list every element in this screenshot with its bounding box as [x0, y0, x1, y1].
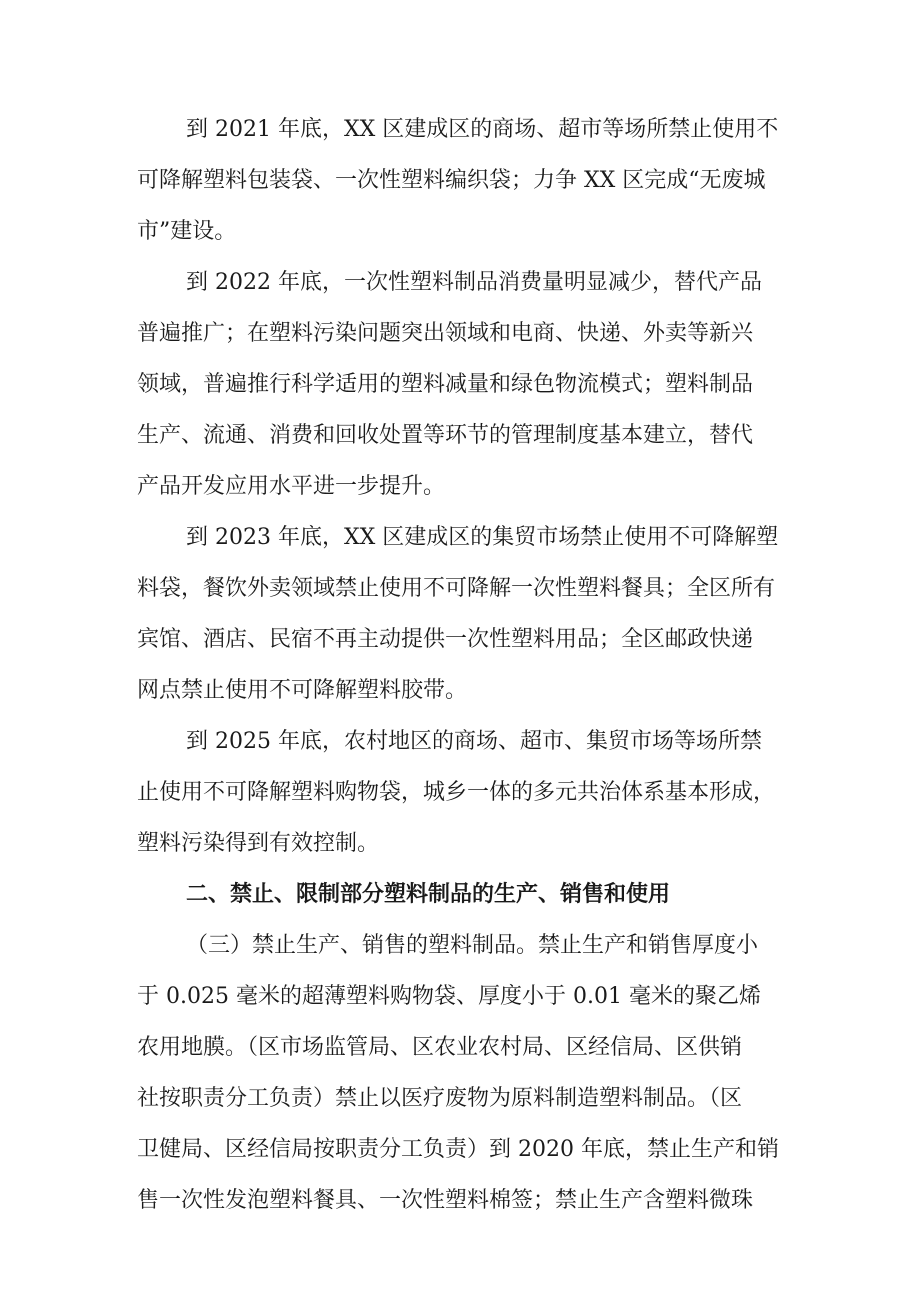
paragraph-2023-line-3: [0, 617, 920, 663]
text-line: 普遍推广；在塑料污染问题突出领域和电商、快递、外卖等新兴: [137, 321, 754, 346]
paragraph-2021-line-3: [0, 209, 920, 255]
paragraph-2022-line-1: [0, 260, 920, 306]
text-line: 卫健局、区经信局按职责分工负责）到 2020 年底，禁止生产和销: [137, 1137, 779, 1162]
item-3-line-6: [0, 1178, 920, 1224]
paragraph-2022-line-3: [0, 362, 920, 408]
text-line: 宾馆、酒店、民宿不再主动提供一次性塑料用品；全区邮政快递: [137, 627, 754, 652]
text-line: 到 2022 年底，一次性塑料制品消费量明显减少，替代产品: [186, 270, 762, 295]
text-line: 到 2025 年底，农村地区的商场、超市、集贸市场等场所禁: [186, 729, 762, 754]
text-line: 于 0.025 毫米的超薄塑料购物袋、厚度小于 0.01 毫米的聚乙烯: [137, 984, 761, 1009]
paragraph-2025-line-2: [0, 770, 920, 816]
section-title: 二、禁止、限制部分塑料制品的生产、销售和使用: [186, 882, 671, 907]
text-line: 市”建设。: [137, 219, 237, 244]
text-line: 领域，普遍推行科学适用的塑料减量和绿色物流模式；塑料制品: [137, 372, 754, 397]
text-line: 到 2023 年底，XX 区建成区的集贸市场禁止使用不可降解塑: [186, 525, 779, 550]
paragraph-2023-line-1: [0, 515, 920, 561]
text-line: 可降解塑料包装袋、一次性塑料编织袋；力争 XX 区完成“无废城: [137, 168, 766, 193]
text-line: 农用地膜。（区市场监管局、区农业农村局、区经信局、区供销: [137, 1035, 743, 1060]
paragraph-2023-line-4: [0, 668, 920, 714]
text-line: 到 2021 年底，XX 区建成区的商场、超市等场所禁止使用不: [186, 117, 779, 142]
text-line: （三）禁止生产、销售的塑料制品。禁止生产和销售厚度小: [186, 933, 759, 958]
text-line: 料袋，餐饮外卖领域禁止使用不可降解一次性塑料餐具；全区所有: [137, 576, 776, 601]
paragraph-2023-line-2: [0, 566, 920, 612]
paragraph-2022-line-4: [0, 413, 920, 459]
section-heading: [0, 872, 920, 918]
text-line: 产品开发应用水平进一步提升。: [137, 474, 446, 499]
text-line: 售一次性发泡塑料餐具、一次性塑料棉签；禁止生产含塑料微珠: [137, 1188, 754, 1213]
item-3-line-4: [0, 1076, 920, 1122]
text-line: 社按职责分工负责）禁止以医疗废物为原料制造塑料制品。（区: [137, 1086, 743, 1111]
paragraph-2022-line-2: [0, 311, 920, 357]
item-3-line-3: [0, 1025, 920, 1071]
text-line: 塑料污染得到有效控制。: [137, 831, 380, 856]
paragraph-2021-line-2: [0, 158, 920, 204]
paragraph-2022-line-5: [0, 464, 920, 510]
text-line: 网点禁止使用不可降解塑料胶带。: [137, 678, 468, 703]
paragraph-2021-line-1: [0, 107, 920, 153]
item-3-line-1: [0, 923, 920, 969]
item-3-line-5: [0, 1127, 920, 1173]
paragraph-2025-line-1: [0, 719, 920, 765]
text-line: 生产、流通、消费和回收处置等环节的管理制度基本建立，替代: [137, 423, 754, 448]
item-3-line-2: [0, 974, 920, 1020]
text-line: 止使用不可降解塑料购物袋，城乡一体的多元共治体系基本形成，: [137, 780, 776, 805]
paragraph-2025-line-3: [0, 821, 920, 867]
